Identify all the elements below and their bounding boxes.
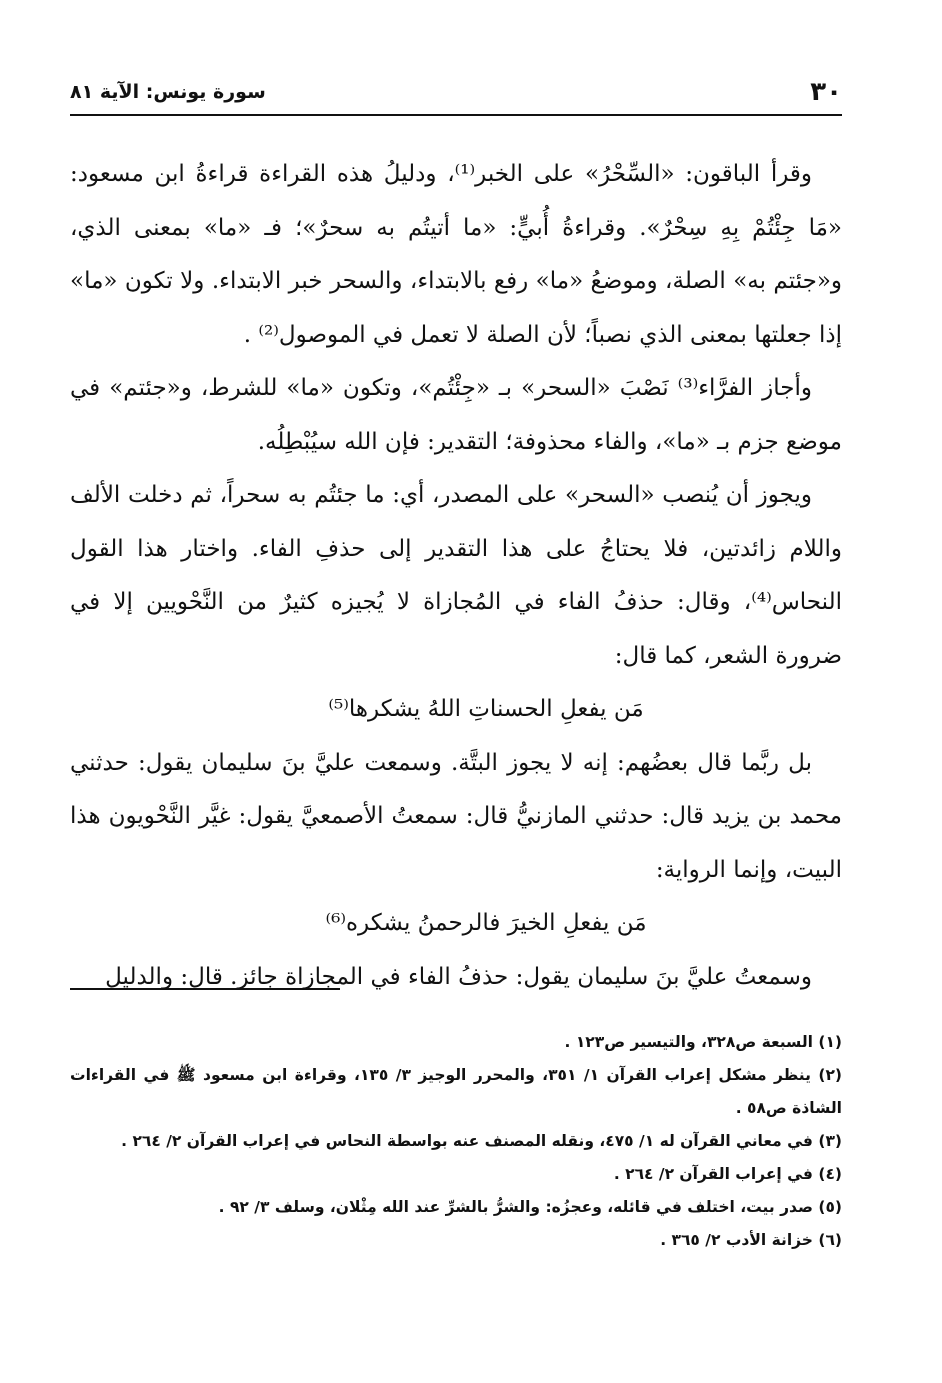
- running-title: سورة يونس: الآية ٨١: [70, 81, 266, 103]
- footnotes: [70, 1026, 842, 1257]
- paragraph: وقرأ الباقون: «السِّحْرُ» على الخبر⁽¹⁾، ودليلُ هذه القراءة قراءةُ ابن مسعود: «مَا جِئْتُمْ بِهِ سِحْرٌ». وقراءةُ أُبيٍّ: «ما أتيتُم به سحرٌ»؛ فـ «ما» بمعنى الذي، و«جئتم به» الصلة، وموضعُ «ما» رفع بالابتداء، والسحر خبر الابتداء. ولا تكون «ما» إذا جعلتها بمعنى الذي نصباً؛ لأن الصلة لا تعمل في الموصول⁽²⁾ .: [70, 161, 842, 348]
- footnote: (٣) في معاني القرآن له ١/ ٤٧٥، ونقله المصنف عنه بواسطة النحاس في إعراب القرآن ٢/ ٢٦٤ .: [121, 1132, 842, 1150]
- main-text: [70, 148, 842, 1004]
- poetry-verse: مَن يفعلِ الخيرَ فالرحمنُ يشكره⁽⁶⁾: [325, 910, 647, 936]
- poetry-verse: مَن يفعلِ الحسناتِ اللهُ يشكرها⁽⁵⁾: [328, 696, 644, 722]
- footnote: (٤) في إعراب القرآن ٢/ ٢٦٤ .: [613, 1165, 842, 1183]
- footnote: (١) السبعة ص٣٢٨، والتيسير ص١٢٣ .: [564, 1033, 842, 1051]
- paragraph: ويجوز أن يُنصب «السحر» على المصدر، أي: ما جئتُم به سحراً، ثم دخلت الألف واللام زائدتين، فلا يحتاجُ على هذا التقدير إلى حذفِ الفاء. واختار هذا القول النحاس⁽⁴⁾، وقال: حذفُ الفاء في المُجازاة لا يُجيزه كثيرٌ من النَّحْويين إلا في ضرورة الشعر، كما قال:: [70, 482, 842, 669]
- paragraph: وأجاز الفرَّاء⁽³⁾ نَصْبَ «السحر» بـ «جِئْتُم»، وتكون «ما» للشرط، و«جئتم» في موضع جزم بـ «ما»، والفاء محذوفة؛ التقدير: فإن الله سيُبْطِلُه.: [70, 375, 842, 455]
- footnote: (٦) خزانة الأدب ٢/ ٣٦٥ .: [660, 1231, 842, 1249]
- page-header: [70, 72, 842, 112]
- footnote: (٥) صدر بيت، اختلف في قائله، وعجزُه: والشرُّ بالشرِّ عند الله مِثْلان، وسلف ٣/ ٩٢ .: [218, 1198, 842, 1216]
- paragraph: وسمعتُ عليَّ بنَ سليمان يقول: حذفُ الفاء في المجازاة جائز. قال: والدليل: [105, 963, 812, 990]
- paragraph: بل ربَّما قال بعضُهم: إنه لا يجوز البتَّة. وسمعت عليَّ بنَ سليمان يقول: حدثني محمد بن يزيد قال: حدثني المازنيُّ قال: سمعتُ الأصمعيَّ يقول: غيَّر النَّحْويون هذا البيت، وإنما الرواية:: [70, 749, 842, 883]
- page-number: ٣٠: [810, 77, 842, 107]
- header-rule: [70, 114, 842, 116]
- footnote-rule: [70, 988, 340, 990]
- footnote: (٢) ينظر مشكل إعراب القرآن ١/ ٣٥١، والمحرر الوجيز ٣/ ١٣٥، وقراءة ابن مسعود ﷺ في القراءات الشاذة ص٥٨ .: [70, 1066, 843, 1117]
